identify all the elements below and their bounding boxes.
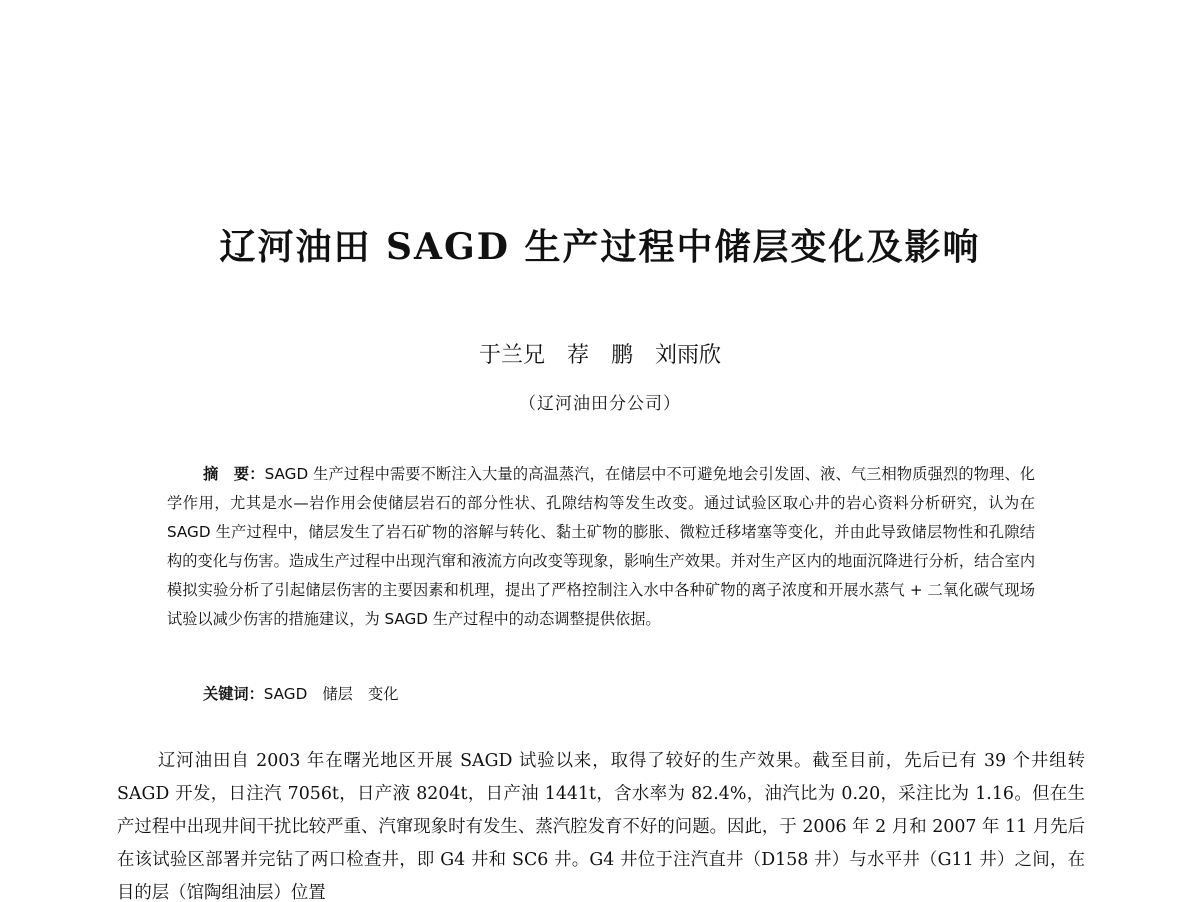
keywords-section — [203, 680, 1035, 709]
paper-authors: 于兰兄 荐 鹏 刘雨欣 — [478, 343, 721, 368]
paper-affiliation: （辽河油田分公司） — [519, 394, 681, 414]
abstract-text: SAGD 生产过程中需要不断注入大量的高温蒸汽，在储层中不可避免地会引发固、液、气三相物质强烈的物理、化学作用，尤其是水—岩作用会使储层岩石的部分性状、孔隙结构等发生改变。通过试验区取心井的岩心资料分析研究，认为在 SAGD 生产过程中，储层发生了岩石矿物的溶解与转化、黏土矿物的膨胀、微粒迁移堵塞等变化，并由此导致储层物性和孔隙结构的变化与伤害。造成生产过程中出现汽窜和液流方向改变等现象，影响生产效果。并对生产区内的地面沉降进行分析，结合室内模拟实验分析了引起储层伤害的主要因素和机理，提出了严格控制注入水中各种矿物的离子浓度和开展水蒸气 + 二氧化碳气现场试验以减少伤害的措施建议，为 SAGD 生产过程中的动态调整提供依据。 — [167, 465, 1035, 628]
keywords-label: 关键词： — [203, 685, 264, 703]
body-text: 辽河油田自 2003 年在曙光地区开展 SAGD 试验以来，取得了较好的生产效果。截至目前，先后已有 39 个井组转 SAGD 开发，日注汽 7056t，日产液 8204t，日产油 1441t，含水率为 82.4%，油汽比为 0.20，采注比为 1.16。但在生产过程中出现井间干扰比较严重、汽窜现象时有发生、蒸汽腔发育不好的问题。因此，于 2006 年 2 月和 2007 年 11 月先后在该试验区部署并完钻了两口检查井，即 G4 井和 SC6 井。G4 井位于注汽直井（D158 井）与水平井（G11 井）之间，在目的层（馆陶组油层）位置 — [117, 751, 1085, 902]
abstract-section — [167, 460, 1035, 634]
keywords-text: SAGD 储层 变化 — [263, 685, 399, 703]
abstract-label: 摘 要： — [203, 465, 265, 483]
paper-title: 辽河油田 SAGD 生产过程中储层变化及影响 — [219, 226, 981, 268]
body-paragraph — [117, 745, 1085, 902]
